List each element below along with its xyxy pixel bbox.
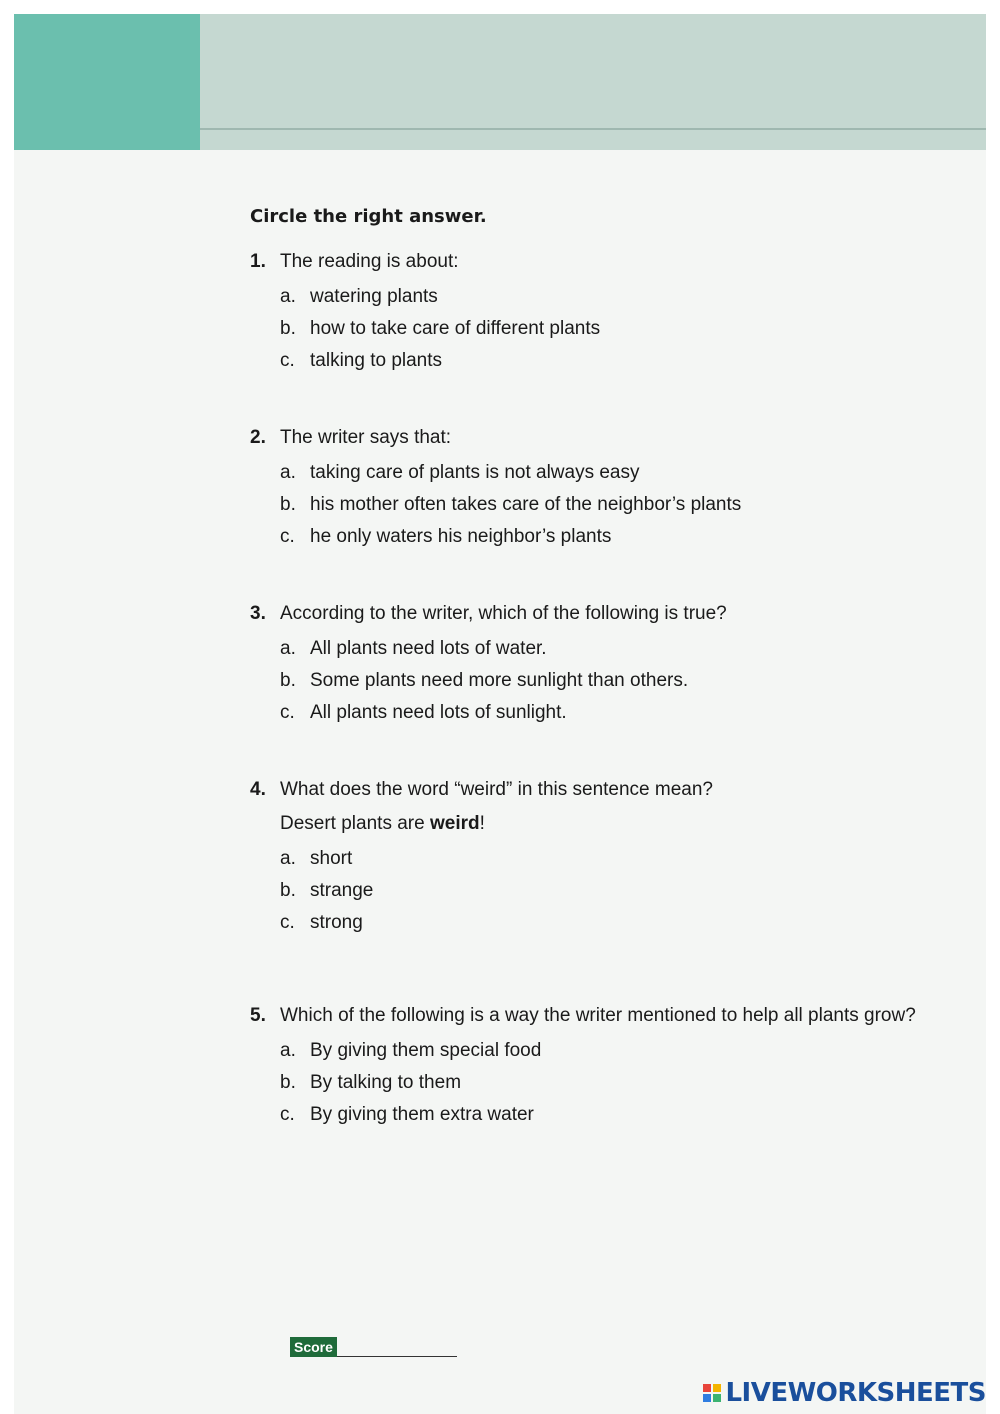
option-text: talking to plants xyxy=(310,350,443,371)
question-number: 1. xyxy=(250,251,266,272)
sentence-prefix: Desert plants are xyxy=(280,813,430,834)
answer-option[interactable] xyxy=(280,489,950,521)
option-letter: b. xyxy=(280,670,296,691)
option-letter: a. xyxy=(280,848,296,869)
brand-name: LIVEWORKSHEETS xyxy=(725,1378,986,1408)
option-letter: c. xyxy=(280,350,295,371)
question-4 xyxy=(250,777,950,939)
question-number: 5. xyxy=(250,1005,266,1026)
option-letter: b. xyxy=(280,494,296,515)
answer-options xyxy=(280,281,950,377)
question-number: 3. xyxy=(250,603,266,624)
question-text: According to the writer, which of the following is true? xyxy=(280,603,727,624)
option-text: Some plants need more sunlight than others. xyxy=(310,670,689,691)
sentence-keyword: weird xyxy=(429,813,480,834)
brand-footer xyxy=(703,1378,986,1408)
answer-option[interactable] xyxy=(280,1099,930,1131)
option-text: By talking to them xyxy=(310,1072,462,1093)
sentence-suffix: ! xyxy=(479,813,485,834)
header-band xyxy=(14,14,986,150)
answer-option[interactable] xyxy=(280,281,950,313)
header-divider xyxy=(200,128,986,130)
question-text: The writer says that: xyxy=(280,427,452,448)
answer-option[interactable] xyxy=(280,345,950,377)
option-text: All plants need lots of water. xyxy=(310,638,547,659)
answer-option[interactable] xyxy=(280,313,950,345)
option-letter: a. xyxy=(280,638,296,659)
score-label: Score xyxy=(290,1337,337,1357)
answer-option[interactable] xyxy=(280,875,950,907)
option-letter: b. xyxy=(280,880,296,901)
answer-option[interactable] xyxy=(280,665,950,697)
option-letter: c. xyxy=(280,702,295,723)
option-letter: c. xyxy=(280,1104,295,1125)
question-sheet xyxy=(250,206,950,1161)
option-letter: c. xyxy=(280,912,295,933)
question-5 xyxy=(250,1003,930,1131)
question-text: Which of the following is a way the writer mentioned to help all plants grow? xyxy=(280,1005,916,1026)
option-text: strange xyxy=(310,880,374,901)
option-letter: b. xyxy=(280,1072,296,1093)
question-1 xyxy=(250,249,950,377)
option-text: watering plants xyxy=(310,286,438,307)
answer-option[interactable] xyxy=(280,907,950,939)
instructions-heading: Circle the right answer. xyxy=(250,206,487,227)
option-letter: b. xyxy=(280,318,296,339)
answer-options xyxy=(280,1035,930,1131)
answer-option[interactable] xyxy=(280,457,950,489)
question-text: The reading is about: xyxy=(280,251,459,272)
header-accent-block xyxy=(14,14,200,150)
option-text: strong xyxy=(310,912,363,933)
answer-option[interactable] xyxy=(280,633,950,665)
answer-option[interactable] xyxy=(280,843,950,875)
option-text: By giving them extra water xyxy=(310,1104,534,1125)
option-letter: c. xyxy=(280,526,295,547)
option-letter: a. xyxy=(280,462,296,483)
answer-options xyxy=(280,633,950,729)
option-text: how to take care of different plants xyxy=(310,318,601,339)
option-text: his mother often takes care of the neighbor’s plants xyxy=(310,494,742,515)
answer-option[interactable] xyxy=(280,1067,930,1099)
question-number: 4. xyxy=(250,779,266,800)
option-text: By giving them special food xyxy=(310,1040,542,1061)
option-letter: a. xyxy=(280,286,296,307)
answer-option[interactable] xyxy=(280,521,950,553)
option-text: short xyxy=(310,848,353,869)
question-text: What does the word “weird” in this sentence mean? xyxy=(280,779,713,800)
option-text: All plants need lots of sunlight. xyxy=(310,702,567,723)
question-3 xyxy=(250,601,950,729)
answer-option[interactable] xyxy=(280,1035,930,1067)
score-field xyxy=(290,1336,457,1357)
answer-option[interactable] xyxy=(280,697,950,729)
option-text: taking care of plants is not always easy xyxy=(310,462,640,483)
option-text: he only waters his neighbor’s plants xyxy=(310,526,612,547)
answer-options xyxy=(280,457,950,553)
question-number: 2. xyxy=(250,427,266,448)
question-2 xyxy=(250,425,950,553)
example-sentence xyxy=(280,811,950,837)
option-letter: a. xyxy=(280,1040,296,1061)
answer-options xyxy=(280,843,950,939)
score-blank[interactable] xyxy=(337,1336,457,1357)
liveworksheets-logo-icon xyxy=(703,1384,721,1402)
